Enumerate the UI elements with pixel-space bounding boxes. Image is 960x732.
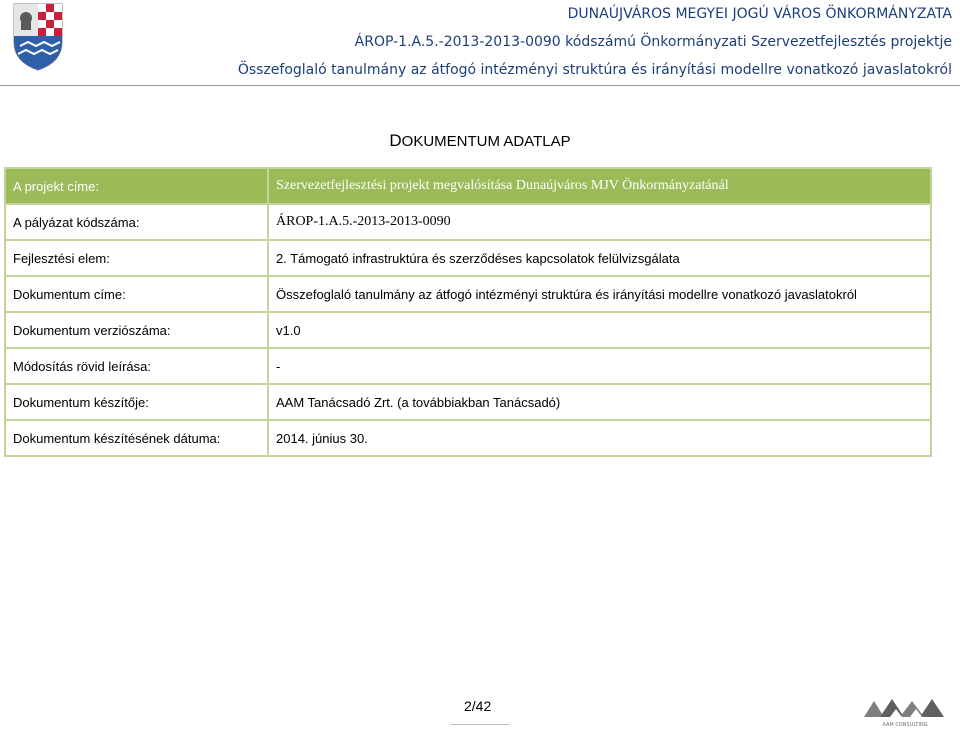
row-label: Dokumentum készítésének dátuma:: [5, 420, 268, 456]
header-divider: [0, 85, 960, 86]
header-project: ÁROP-1.A.5.-2013-2013-0090 kódszámú Önkormányzati Szervezetfejlesztés projektje: [354, 34, 952, 50]
row-label: A projekt címe:: [5, 168, 268, 204]
header-study-title: Összefoglaló tanulmány az átfogó intézményi struktúra és irányítási modellre vonatkozó javaslatokról: [237, 62, 952, 78]
page-number: 2/42: [464, 698, 492, 714]
coat-of-arms-logo: [10, 2, 66, 72]
row-value: Szervezetfejlesztési projekt megvalósítása Dunaújváros MJV Önkormányzatánál: [268, 168, 931, 204]
aam-consulting-logo: [860, 693, 950, 729]
logo-text: AAM CONSULTING: [882, 722, 928, 728]
row-label: Fejlesztési elem:: [5, 240, 268, 276]
table-row: [5, 384, 931, 420]
table-row: [5, 312, 931, 348]
row-value: -: [268, 348, 931, 384]
row-value: ÁROP-1.A.5.-2013-2013-0090: [268, 204, 931, 240]
row-value: AAM Tanácsadó Zrt. (a továbbiakban Tanácsadó): [268, 384, 931, 420]
table-row: [5, 276, 931, 312]
table-row: [5, 204, 931, 240]
document-data-table: [4, 167, 932, 457]
table-row: [5, 168, 931, 204]
row-value: 2. Támogató infrastruktúra és szerződéses kapcsolatok felülvizsgálata: [268, 240, 931, 276]
row-value: v1.0: [268, 312, 931, 348]
row-label: A pályázat kódszáma:: [5, 204, 268, 240]
document-title: [0, 131, 960, 151]
page-header: [238, 0, 952, 84]
table-row: [5, 348, 931, 384]
row-label: Dokumentum címe:: [5, 276, 268, 312]
title-rest: OKUMENTUM ADATLAP: [401, 133, 571, 150]
row-label: Módosítás rövid leírása:: [5, 348, 268, 384]
table-row: [5, 420, 931, 456]
row-label: Dokumentum verziószáma:: [5, 312, 268, 348]
title-initial: D: [389, 131, 402, 150]
row-label: Dokumentum készítője:: [5, 384, 268, 420]
header-organization: DUNAÚJVÁROS MEGYEI JOGÚ VÁROS ÖNKORMÁNYZATA: [567, 6, 952, 22]
row-value: Összefoglaló tanulmány az átfogó intézményi struktúra és irányítási modellre vonatkozó javaslatokról: [268, 276, 931, 312]
row-value: 2014. június 30.: [268, 420, 931, 456]
table-row: [5, 240, 931, 276]
page-number-rule: [450, 724, 510, 725]
